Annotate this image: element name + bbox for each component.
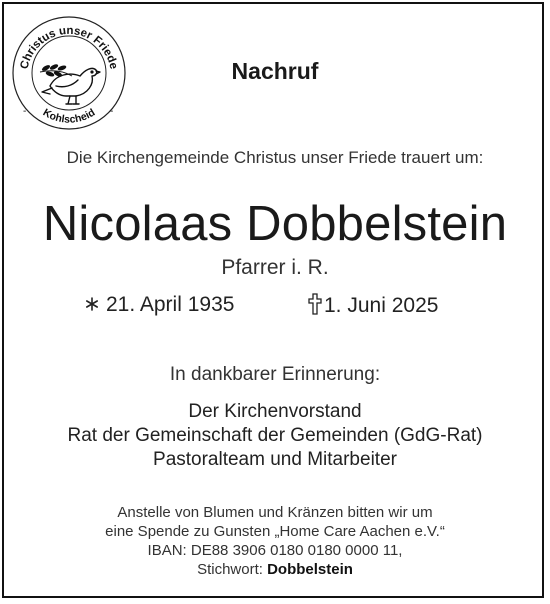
- donation-line-1: Anstelle von Blumen und Kränzen bitten wir um: [117, 504, 433, 521]
- donation-line-3: IBAN: DE88 3906 0180 0180 0000 11,: [147, 542, 403, 559]
- birth-date-text: 21. April 1935: [106, 293, 235, 316]
- keyword-label: Stichwort:: [197, 561, 268, 578]
- logo-bottom-text: Kohlscheid: [40, 106, 98, 126]
- deceased-title: Pfarrer i. R.: [221, 256, 329, 279]
- heading: Nachruf: [231, 58, 319, 84]
- parish-logo: [10, 14, 128, 132]
- keyword-value: Dobbelstein: [267, 561, 353, 578]
- intro-text: Die Kirchengemeinde Christus unser Friede trauert um:: [66, 148, 484, 167]
- donation-line-2: eine Spende zu Gunsten „Home Care Aachen e.V.“: [105, 523, 445, 540]
- thanks-line: In dankbarer Erinnerung:: [169, 364, 381, 385]
- svg-text:-: -: [110, 106, 114, 117]
- cross-icon: [308, 293, 322, 315]
- signer-item: Der Kirchenvorstand: [188, 401, 362, 422]
- deceased-name: Nicolaas Dobbelstein: [42, 197, 508, 251]
- logo-top-text: Christus unser Friede: [18, 24, 120, 71]
- death-date-text: 1. Juni 2025: [324, 294, 439, 317]
- donation-note: [0, 503, 550, 579]
- signer-item: Pastoralteam und Mitarbeiter: [153, 449, 397, 470]
- birth-star-icon: [84, 296, 100, 312]
- signer-item: Rat der Gemeinschaft der Gemeinden (GdG-Rat): [67, 425, 483, 446]
- birth-date: [84, 293, 234, 317]
- svg-text:-: -: [23, 106, 27, 117]
- death-date: [308, 293, 438, 318]
- life-dates: [0, 293, 550, 323]
- donation-keyword-line: [0, 560, 550, 579]
- svg-text:Kohlscheid: [41, 107, 98, 126]
- signers-list: [0, 400, 550, 472]
